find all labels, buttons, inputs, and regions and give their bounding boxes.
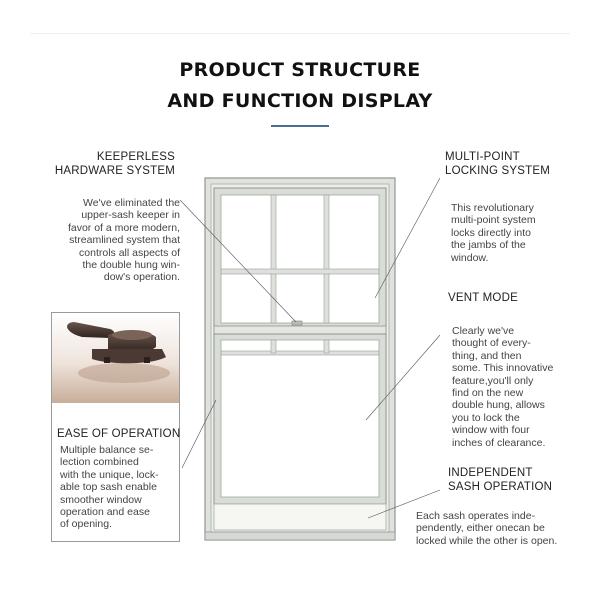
lower-mullion-v1 — [271, 340, 276, 353]
multipoint-body-line: window. — [451, 251, 489, 264]
sill — [205, 532, 395, 540]
multipoint-body — [451, 202, 586, 264]
lower-mullion-h — [221, 351, 379, 355]
vent-mode-body-line: you to lock the — [452, 411, 520, 424]
vent-mode-body-line: Clearly we've — [452, 325, 515, 337]
vent-opening — [214, 504, 386, 530]
keeperless-body-line: the double hung win- — [82, 259, 180, 272]
multipoint-body-line: multi-point system — [451, 214, 536, 227]
vent-mode-heading-line: VENT MODE — [448, 292, 518, 304]
independent-sash-heading-line-2: SASH OPERATION — [448, 481, 553, 493]
upper-mullion-h — [221, 269, 379, 274]
ease-body-line: smoother window — [60, 493, 142, 506]
ease-body-line: of opening. — [60, 518, 112, 531]
keeperless-heading-line-2: HARDWARE SYSTEM — [54, 165, 175, 177]
multipoint-heading-line-2: LOCKING SYSTEM — [445, 165, 551, 177]
keeperless-body-line: upper-sash keeper in — [81, 209, 180, 222]
keeperless-heading-line-1: KEEPERLESS — [96, 151, 175, 163]
page-title-line-2: AND FUNCTION DISPLAY — [167, 90, 433, 112]
independent-sash-body-line: pendently, either onecan be — [416, 522, 545, 535]
ease-body-line: able top sash enable — [60, 481, 157, 494]
multipoint-heading — [445, 150, 585, 178]
vent-mode-body-line: thing, and then — [452, 349, 522, 362]
sash-lock — [292, 321, 302, 325]
keeperless-heading — [40, 150, 175, 178]
ease-body-line: with the unique, lock- — [60, 468, 159, 481]
sash-lock-handle-photo — [52, 313, 179, 403]
page-title-line-1: PRODUCT STRUCTURE — [179, 59, 421, 81]
ease-body-line: operation and ease — [60, 506, 150, 519]
keeperless-body — [40, 197, 180, 284]
independent-sash-heading-line-1: INDEPENDENT — [448, 467, 533, 479]
ease-body-line: lection combined — [60, 456, 139, 469]
vent-mode-body-line: double hung, allows — [452, 399, 545, 412]
upper-sash-glass — [221, 195, 379, 323]
vent-mode-body — [452, 325, 592, 449]
multipoint-body-line: the jambs of the — [451, 239, 526, 252]
keeperless-body-line: We've eliminated the — [83, 197, 180, 209]
independent-sash-body — [416, 510, 592, 547]
multipoint-body-line: locks directly into — [451, 226, 531, 239]
ease-heading-line: EASE OF OPERATION — [57, 428, 181, 440]
ease-body-line: Multiple balance se- — [60, 444, 154, 456]
keeperless-body-line: dow's operation. — [103, 271, 180, 284]
vent-mode-body-line: find on the new — [452, 387, 524, 400]
keeperless-body-line: controls all aspects of — [79, 246, 180, 259]
vent-mode-body-line: inches of clearance. — [452, 436, 546, 449]
vent-mode-heading — [448, 291, 578, 305]
upper-mullion-v2 — [324, 195, 329, 323]
independent-sash-heading — [448, 466, 588, 494]
vent-mode-body-line: thought of every- — [452, 337, 531, 350]
vent-mode-body-line: feature,you'll only — [452, 374, 534, 387]
keeperless-body-line: favor of a more modern, — [67, 221, 180, 234]
vent-mode-body-line: some. This innovative — [452, 362, 554, 375]
keeperless-body-line: streamlined system that — [69, 234, 180, 247]
multipoint-body-line: This revolutionary — [451, 202, 534, 214]
multipoint-heading-line-1: MULTI-POINT — [445, 151, 520, 163]
independent-sash-body-line: locked while the other is open. — [416, 534, 558, 547]
lower-mullion-v2 — [324, 340, 329, 353]
ease-body — [60, 444, 180, 531]
vent-mode-body-line: window with four — [452, 424, 530, 437]
independent-sash-body-line: Each sash operates inde- — [416, 510, 536, 522]
upper-mullion-v1 — [271, 195, 276, 323]
lower-sash-glass — [221, 340, 379, 497]
ease-heading — [57, 427, 182, 441]
